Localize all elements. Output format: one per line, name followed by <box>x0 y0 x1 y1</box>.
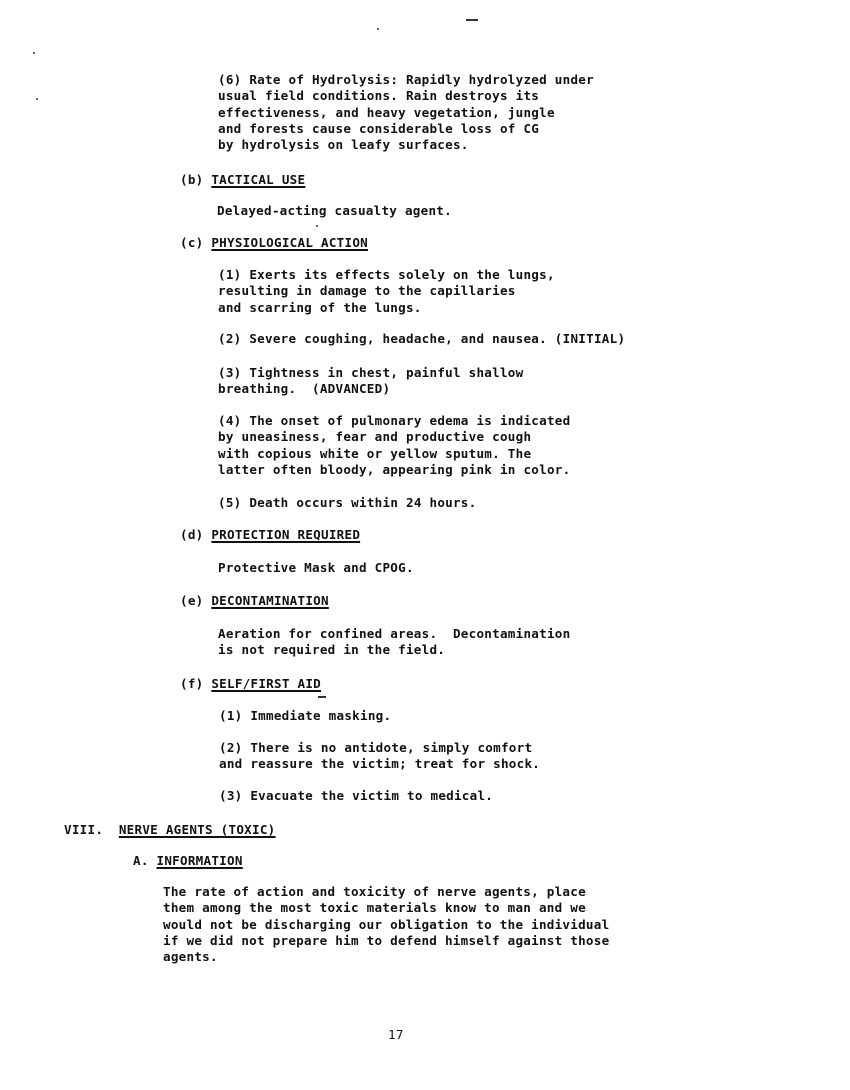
first-aid-item-3 <box>219 788 493 804</box>
scan-mark <box>377 28 379 30</box>
scan-mark <box>33 52 35 54</box>
text-line: Death occurs within 24 hours. <box>249 495 477 510</box>
physiological-item-5 <box>218 495 476 511</box>
text-line: by hydrolysis on leafy surfaces. <box>218 137 469 153</box>
item-number: (1) <box>219 708 243 723</box>
text-line: latter often bloody, appearing pink in color. <box>218 461 571 477</box>
scan-mark <box>466 19 478 21</box>
item-number: (2) <box>219 740 243 755</box>
first-aid-item-1 <box>219 708 391 724</box>
text-line: The onset of pulmonary edema is indicated <box>249 413 571 428</box>
protection-required-heading <box>180 527 360 543</box>
physiological-item-2 <box>218 331 625 347</box>
section-numeral: VIII. <box>64 822 104 837</box>
item-number: (5) <box>218 495 242 510</box>
text-line: them among the most toxic materials know to man and we <box>163 900 586 916</box>
text-line: There is no antidote, simply comfort <box>250 740 533 755</box>
text-line: is not required in the field. <box>218 642 446 658</box>
section-letter: (b) <box>180 172 204 187</box>
section-viii-heading <box>64 822 276 838</box>
section-title: DECONTAMINATION <box>211 593 329 608</box>
text-line: Aeration for confined areas. Decontamination <box>218 626 571 641</box>
section-title: PROTECTION REQUIRED <box>211 527 361 542</box>
item-number: (3) <box>218 365 242 380</box>
information-paragraph <box>163 884 609 965</box>
physiological-item-4 <box>218 413 570 478</box>
text-line: Rate of Hydrolysis: Rapidly hydrolyzed under <box>249 72 594 87</box>
protection-required-text: Protective Mask and CPOG. <box>218 560 414 575</box>
item-number: (4) <box>218 413 242 428</box>
section-title: PHYSIOLOGICAL ACTION <box>211 235 368 250</box>
item-number: (1) <box>218 267 242 282</box>
text-line: breathing. (ADVANCED) <box>218 381 391 397</box>
text-line: would not be discharging our obligation to the individual <box>163 916 610 932</box>
section-title: TACTICAL USE <box>211 172 306 187</box>
text-line: Severe coughing, headache, and nausea. (INITIAL) <box>249 331 626 346</box>
section-title: NERVE AGENTS (TOXIC) <box>118 822 276 837</box>
text-line: and forests cause considerable loss of CG <box>218 120 540 136</box>
scan-mark <box>318 696 326 698</box>
text-line: and reassure the victim; treat for shock. <box>219 756 541 772</box>
text-line: The rate of action and toxicity of nerve agents, place <box>163 884 586 899</box>
section-letter: (e) <box>180 593 204 608</box>
section-title: SELF/FIRST AID <box>211 676 321 691</box>
page-number: 17 <box>388 1027 404 1042</box>
text-line: resulting in damage to the capillaries <box>218 283 516 299</box>
physiological-item-1 <box>218 267 555 316</box>
tactical-use-text: Delayed-acting casualty agent. <box>217 203 452 218</box>
rate-of-hydrolysis-item <box>218 72 594 153</box>
text-line: Immediate masking. <box>250 708 392 723</box>
tactical-use-heading <box>180 172 305 188</box>
section-title: INFORMATION <box>156 853 243 868</box>
self-first-aid-heading <box>180 676 321 692</box>
text-line: effectiveness, and heavy vegetation, jungle <box>218 104 555 120</box>
item-number: (2) <box>218 331 242 346</box>
text-line: and scarring of the lungs. <box>218 299 422 315</box>
scan-mark <box>36 98 38 100</box>
text-line: Evacuate the victim to medical. <box>250 788 494 803</box>
scan-mark <box>316 225 318 227</box>
item-number: (6) <box>218 72 242 87</box>
text-line: usual field conditions. Rain destroys its <box>218 88 540 104</box>
decontamination-text <box>218 626 570 659</box>
text-line: Exerts its effects solely on the lungs, <box>249 267 555 282</box>
first-aid-item-2 <box>219 740 540 773</box>
section-letter: A. <box>133 853 149 868</box>
section-letter: (d) <box>180 527 204 542</box>
section-a-heading <box>133 853 243 869</box>
physiological-item-3 <box>218 365 523 398</box>
item-number: (3) <box>219 788 243 803</box>
decontamination-heading <box>180 593 329 609</box>
text-line: if we did not prepare him to defend himself against those <box>163 932 610 948</box>
text-line: with copious white or yellow sputum. The <box>218 445 532 461</box>
text-line: Tightness in chest, painful shallow <box>249 365 524 380</box>
text-line: by uneasiness, fear and productive cough <box>218 429 532 445</box>
section-letter: (f) <box>180 676 204 691</box>
text-line: agents. <box>163 949 218 965</box>
physiological-action-heading <box>180 235 368 251</box>
section-letter: (c) <box>180 235 204 250</box>
